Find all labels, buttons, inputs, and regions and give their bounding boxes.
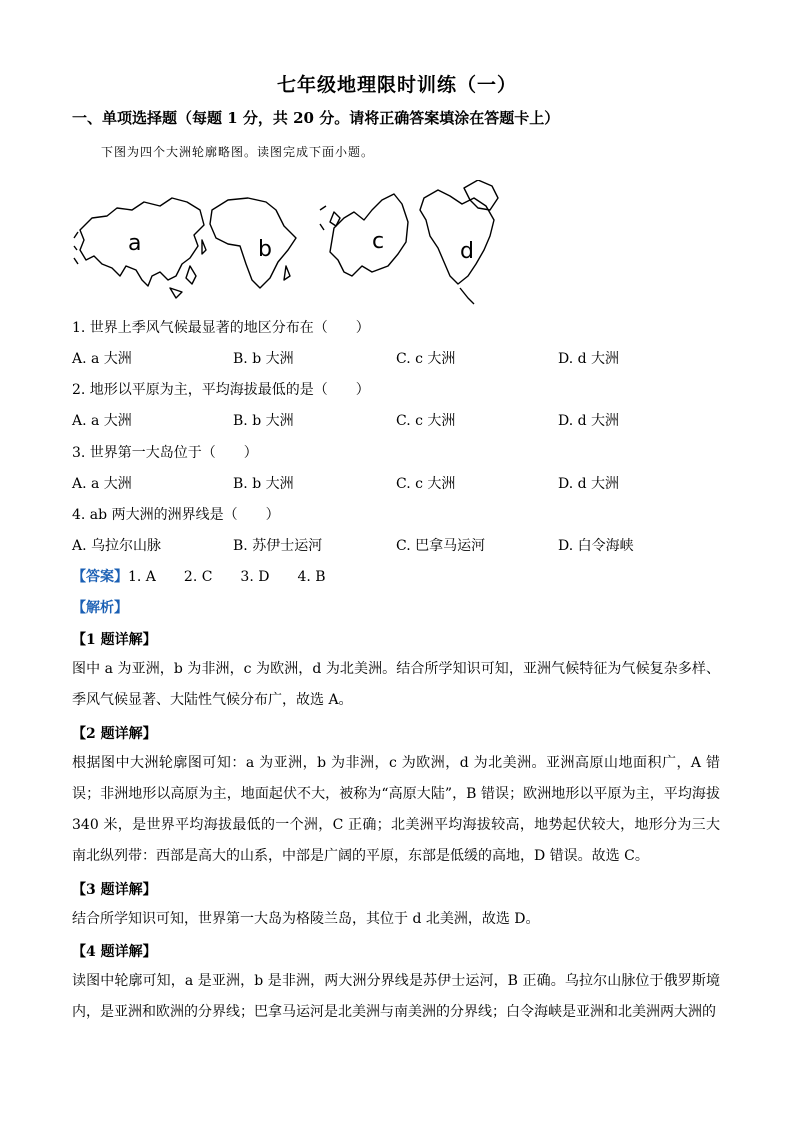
option-a: A. a 大洲 [72,413,132,429]
option-a: A. 乌拉尔山脉 [72,538,162,554]
option-b: B. b 大洲 [233,351,294,367]
continent-maps-figure [72,180,522,305]
option-b: B. b 大洲 [233,476,294,492]
map-label-d: d [460,239,474,264]
answer-values: 1. A 2. C 3. D 4. B [128,569,326,585]
option-d: D. 白令海峡 [558,538,634,554]
africa-outline [210,198,296,288]
option-c: C. c 大洲 [396,413,456,429]
greenland-outline [464,180,498,210]
option-c: C. c 大洲 [396,476,456,492]
figure-intro: 下图为四个大洲轮廓略图。读图完成下面小题。 [101,145,375,159]
question-stem: 3. 世界第一大岛位于（ ） [72,445,258,461]
question-stem: 4. ab 两大洲的洲界线是（ ） [72,507,280,523]
answer-line [72,566,326,586]
option-b: B. 苏伊士运河 [233,538,323,554]
detail-label-4: 【4 题详解】 [72,944,157,960]
option-d: D. d 大洲 [558,351,620,367]
europe-outline [330,194,408,276]
question-stem: 2. 地形以平原为主，平均海拔最低的是（ ） [72,382,370,398]
option-c: C. c 大洲 [396,351,456,367]
detail-label-2: 【2 题详解】 [72,726,157,742]
detail-label-1: 【1 题详解】 [72,632,157,648]
option-c: C. 巴拿马运河 [396,538,486,554]
option-d: D. d 大洲 [558,476,620,492]
asia-outline [80,198,204,286]
page-title: 七年级地理限时训练（一） [276,74,517,96]
option-a: A. a 大洲 [72,476,132,492]
north-america-outline [420,190,494,284]
option-a: A. a 大洲 [72,351,132,367]
map-label-a: a [128,231,142,256]
question-stem: 1. 世界上季风气候最显著的地区分布在（ ） [72,320,370,336]
detail-text-1: 图中 a 为亚洲，b 为非洲，c 为欧洲，d 为北美洲。结合所学知识可知，亚洲气候特征为气候复杂多样、季风气候显著、大陆性气候分布广，故选 A。 [72,661,720,708]
analysis-label: 【解析】 [72,600,128,616]
detail-text-2: 根据图中大洲轮廓图可知：a 为亚洲，b 为非洲，c 为欧洲，d 为北美洲。亚洲高原山地面积广，A 错误；非洲地形以高原为主，地面起伏不大，被称为“高原大陆”，B 错误；欧洲地形以平原为主，平均海拔 340 米，是世界平均海拔最低的一个洲，C 正确；北美洲平均海拔较高，地势起伏较大，地形分为三大南北纵列带：西部是高大的山系，中部是广阔的平原，东部是低缓的高地，D 错误。故选 C。 [72,755,720,864]
detail-text-4: 读图中轮廓可知，a 是亚洲，b 是非洲，两大洲分界线是苏伊士运河，B 正确。乌拉尔山脉位于俄罗斯境内，是亚洲和欧洲的分界线；巴拿马运河是北美洲与南美洲的分界线；白令海峡是亚洲和北美洲两大洲的 [72,973,720,1020]
detail-label-3: 【3 题详解】 [72,882,157,898]
option-b: B. b 大洲 [233,413,294,429]
detail-text-3: 结合所学知识可知，世界第一大岛为格陵兰岛，其位于 d 北美洲，故选 D。 [72,911,540,927]
section-heading: 一、单项选择题（每题 1 分，共 20 分。请将正确答案填涂在答题卡上） [72,109,560,127]
map-label-c: c [372,229,385,254]
map-label-b: b [258,237,272,262]
answer-label: 【答案】 [72,569,128,585]
option-d: D. d 大洲 [558,413,620,429]
